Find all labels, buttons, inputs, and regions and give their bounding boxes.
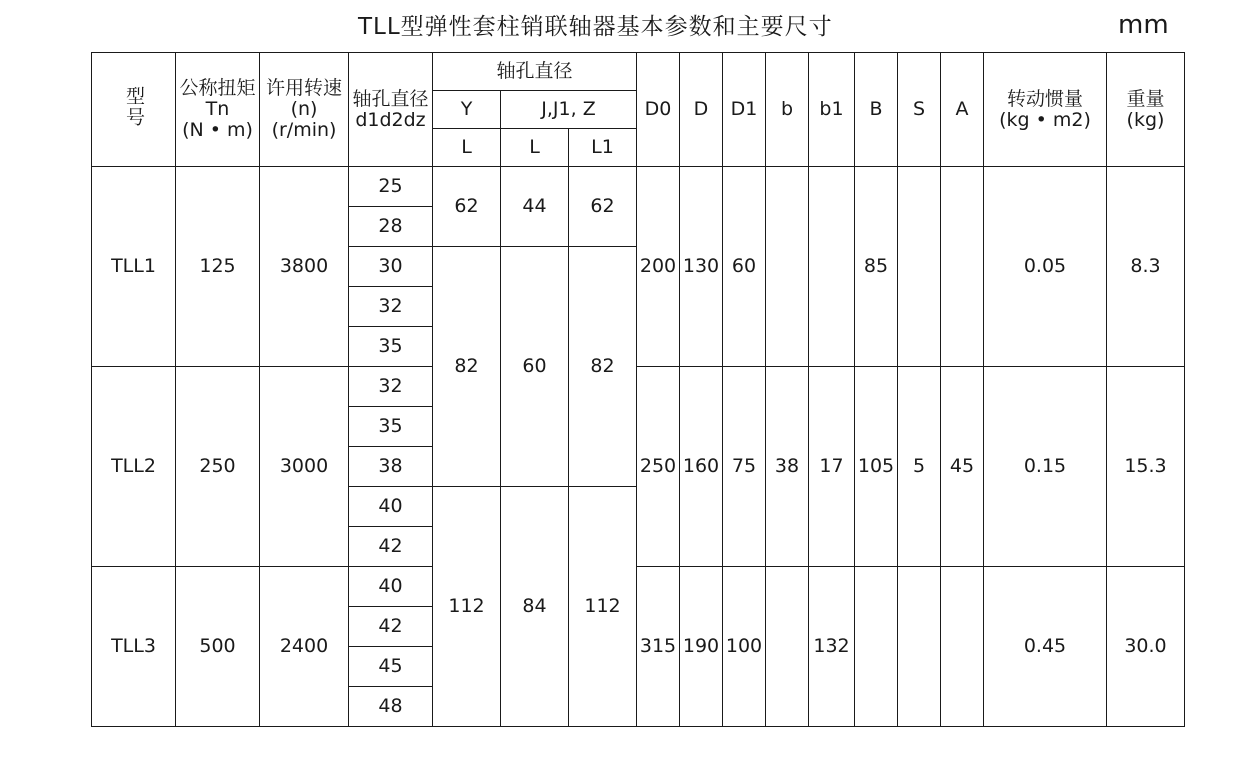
header-b1: b1 — [809, 53, 855, 167]
D1-tll2: 75 — [723, 367, 766, 567]
speed-tll1: 3800 — [260, 167, 349, 367]
inertia-tll1: 0.05 — [984, 167, 1107, 367]
D0-tll1: 200 — [637, 167, 680, 367]
bore-cell: 38 — [349, 447, 433, 487]
header-weight-line1: 重量 — [1126, 87, 1165, 110]
header-weight-line2: (kg) — [1126, 108, 1165, 131]
speed-tll2: 3000 — [260, 367, 349, 567]
S-tll3 — [898, 567, 941, 727]
header-J-L1: L1 — [569, 129, 637, 167]
B-tll3 — [855, 567, 898, 727]
header-inertia-line2: (kg • m2) — [999, 108, 1091, 131]
weight-tll3: 30.0 — [1107, 567, 1185, 727]
header-Y: Y — [433, 91, 501, 129]
inertia-tll3: 0.45 — [984, 567, 1107, 727]
bore-cell: 42 — [349, 527, 433, 567]
D1-tll1: 60 — [723, 167, 766, 367]
D1-tll3: 100 — [723, 567, 766, 727]
header-J-L: L — [501, 129, 569, 167]
header-torque-line1: 公称扭矩 — [179, 77, 256, 100]
length-j-l: 84 — [501, 487, 569, 727]
header-speed-line2: (n) — [290, 98, 318, 121]
header-bore-group: 轴孔直径 — [433, 53, 637, 91]
header-model-text: 型号 — [122, 86, 145, 129]
header-inertia-line1: 转动惯量 — [1006, 87, 1083, 110]
b1-tll3: 132 — [809, 567, 855, 727]
header-inertia — [984, 53, 1107, 167]
length-j-l: 44 — [501, 167, 569, 247]
A-tll1 — [941, 167, 984, 367]
bore-cell: 35 — [349, 407, 433, 447]
b-tll3 — [766, 567, 809, 727]
weight-tll1: 8.3 — [1107, 167, 1185, 367]
torque-tll1: 125 — [176, 167, 260, 367]
bore-cell: 28 — [349, 207, 433, 247]
bore-cell: 35 — [349, 327, 433, 367]
length-y-l: 62 — [433, 167, 501, 247]
D-tll3: 190 — [680, 567, 723, 727]
S-tll2: 5 — [898, 367, 941, 567]
header-torque-line3: (N • m) — [182, 118, 253, 141]
D-tll2: 160 — [680, 367, 723, 567]
header-D1: D1 — [723, 53, 766, 167]
bore-cell: 30 — [349, 247, 433, 287]
b-tll1 — [766, 167, 809, 367]
document-title: TLL型弹性套柱销联轴器基本参数和主要尺寸 — [358, 14, 833, 40]
header-speed-line1: 许用转速 — [265, 77, 342, 100]
bore-cell: 40 — [349, 567, 433, 607]
D-tll1: 130 — [680, 167, 723, 367]
b-tll2: 38 — [766, 367, 809, 567]
length-j-l1: 112 — [569, 487, 637, 727]
length-y-l: 82 — [433, 247, 501, 487]
model-name-tll1: TLL1 — [92, 167, 176, 367]
header-D0: D0 — [637, 53, 680, 167]
b1-tll2: 17 — [809, 367, 855, 567]
B-tll2: 105 — [855, 367, 898, 567]
header-torque — [176, 53, 260, 167]
header-speed-line3: (r/min) — [271, 118, 337, 141]
header-bore-diameter — [349, 53, 433, 167]
length-j-l1: 82 — [569, 247, 637, 487]
header-weight — [1107, 53, 1185, 167]
bore-cell: 45 — [349, 647, 433, 687]
bore-cell: 25 — [349, 167, 433, 207]
header-A: A — [941, 53, 984, 167]
model-name-tll3: TLL3 — [92, 567, 176, 727]
S-tll1 — [898, 167, 941, 367]
header-torque-line2: Tn — [205, 98, 230, 121]
header-S: S — [898, 53, 941, 167]
header-model — [92, 53, 176, 167]
B-tll1: 85 — [855, 167, 898, 367]
model-name-tll2: TLL2 — [92, 367, 176, 567]
header-Y-L: L — [433, 129, 501, 167]
b1-tll1 — [809, 167, 855, 367]
bore-cell: 40 — [349, 487, 433, 527]
bore-cell: 42 — [349, 607, 433, 647]
bore-cell: 32 — [349, 367, 433, 407]
torque-tll3: 500 — [176, 567, 260, 727]
torque-tll2: 250 — [176, 367, 260, 567]
header-bore-line1: 轴孔直径 — [352, 87, 429, 110]
length-y-l: 112 — [433, 487, 501, 727]
weight-tll2: 15.3 — [1107, 367, 1185, 567]
length-j-l1: 62 — [569, 167, 637, 247]
unit-label: mm — [1118, 10, 1169, 40]
D0-tll2: 250 — [637, 367, 680, 567]
header-B: B — [855, 53, 898, 167]
spec-table — [91, 52, 1185, 727]
header-b: b — [766, 53, 809, 167]
header-D: D — [680, 53, 723, 167]
speed-tll3: 2400 — [260, 567, 349, 727]
A-tll3 — [941, 567, 984, 727]
bore-cell: 32 — [349, 287, 433, 327]
bore-cell: 48 — [349, 687, 433, 727]
header-speed — [260, 53, 349, 167]
header-bore-line2: d1d2dz — [355, 108, 426, 131]
length-j-l: 60 — [501, 247, 569, 487]
D0-tll3: 315 — [637, 567, 680, 727]
inertia-tll2: 0.15 — [984, 367, 1107, 567]
A-tll2: 45 — [941, 367, 984, 567]
header-JJZ: J,J1, Z — [501, 91, 637, 129]
